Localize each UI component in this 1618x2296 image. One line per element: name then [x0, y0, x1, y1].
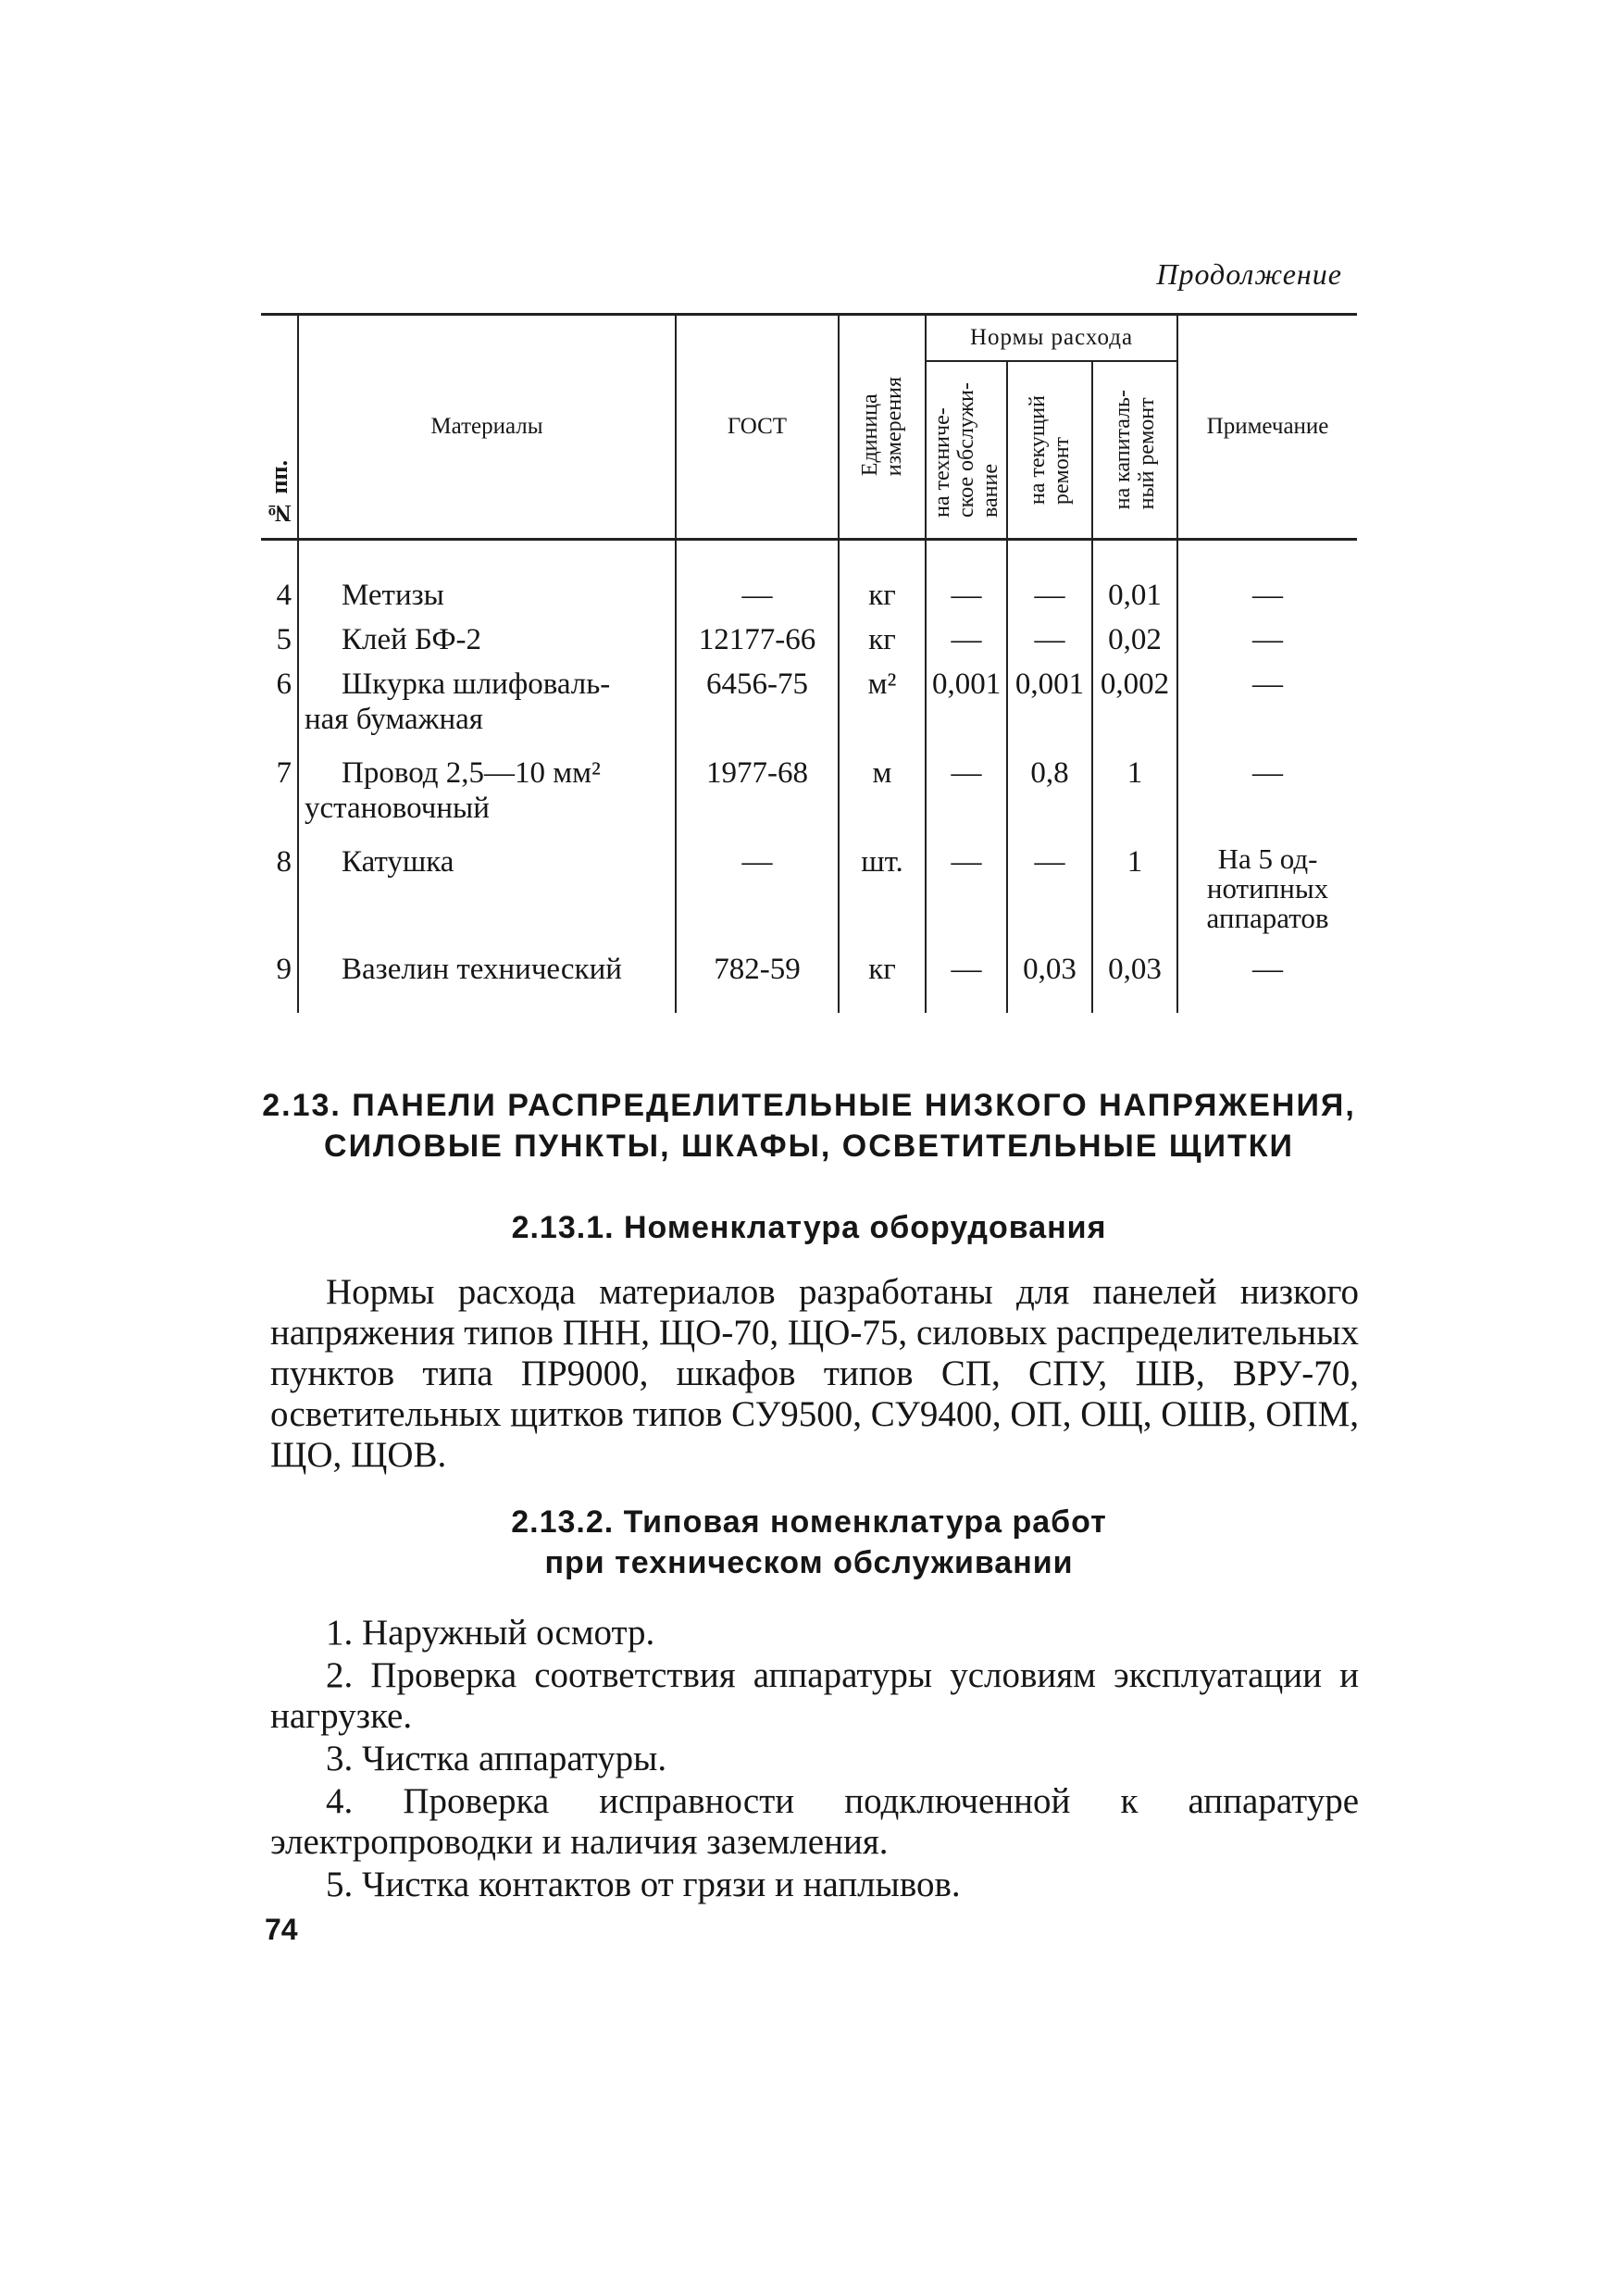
row-norm-maintenance: — [926, 942, 1007, 1013]
subsection-title-equipment: 2.13.1. Номенклатура оборудования [511, 1210, 1107, 1245]
row-unit: кг [839, 540, 926, 614]
row-gost: 12177-66 [676, 613, 839, 657]
continuation-label: Продолжение [1156, 257, 1342, 291]
row-norm-current: — [1007, 540, 1092, 614]
header-norm-current-repair: на текущий ремонт [1007, 361, 1092, 540]
row-note: На 5 од- нотипных аппаратов [1177, 835, 1357, 942]
section-title-line1: 2.13. ПАНЕЛИ РАСПРЕДЕЛИТЕЛЬНЫЕ НИЗКОГО НАПРЯЖЕНИЯ, [262, 1088, 1356, 1123]
table-row [261, 942, 1357, 1013]
list-item: 5. Чистка контактов от грязи и наплывов. [326, 1865, 961, 1904]
row-norm-current: — [1007, 613, 1092, 657]
row-note: — [1177, 746, 1357, 835]
row-norm-maintenance: — [926, 746, 1007, 835]
row-number: 7 [276, 756, 292, 790]
list-item: 4. Проверка исправности подключенной к аппаратуре электропроводки и наличия заземления. [270, 1781, 1359, 1862]
row-norm-maintenance: 0,001 [926, 657, 1007, 746]
row-norm-current: 0,03 [1007, 942, 1092, 1013]
row-unit: м² [839, 657, 926, 746]
header-note: Примечание [1177, 315, 1357, 540]
row-number: 5 [276, 623, 292, 656]
header-materials: Материалы [298, 315, 676, 540]
row-unit: кг [839, 613, 926, 657]
row-norm-current: 0,8 [1007, 746, 1092, 835]
row-norm-capital: 0,02 [1092, 613, 1177, 657]
row-material: Метизы [298, 540, 676, 614]
materials-table [261, 313, 1357, 1013]
table-row [261, 613, 1357, 657]
row-note: — [1177, 613, 1357, 657]
row-note: — [1177, 942, 1357, 1013]
header-norms-group: Нормы расхода [926, 315, 1177, 362]
row-material-continuation: установочный [305, 792, 490, 825]
row-gost: 1977-68 [676, 746, 839, 835]
row-material: Катушка [298, 835, 676, 942]
row-note: — [1177, 540, 1357, 614]
row-gost: 6456-75 [676, 657, 839, 746]
list-item: 3. Чистка аппаратуры. [326, 1739, 667, 1778]
row-number: 8 [276, 845, 292, 879]
table-row [261, 540, 1357, 614]
row-norm-current: — [1007, 835, 1092, 942]
row-unit: кг [839, 942, 926, 1013]
row-note: — [1177, 657, 1357, 746]
header-norm-maintenance: на техниче- ское обслужи- вание [926, 361, 1007, 540]
header-number: № пп. [261, 315, 298, 540]
row-norm-capital: 0,01 [1092, 540, 1177, 614]
header-gost: ГОСТ [676, 315, 839, 540]
list-item: 2. Проверка соответствия аппаратуры условиям эксплуатации и нагрузке. [270, 1655, 1359, 1736]
subsection-title-works [261, 1502, 1357, 1583]
row-norm-capital: 0,002 [1092, 657, 1177, 746]
section-title [261, 1085, 1357, 1167]
row-material-continuation: ная бумажная [305, 703, 483, 736]
list-item: 1. Наружный осмотр. [326, 1613, 655, 1653]
row-norm-maintenance: — [926, 540, 1007, 614]
subsection-title-works-line2: при техническом обслуживании [544, 1545, 1074, 1580]
row-unit: м [839, 746, 926, 835]
table-row [261, 746, 1357, 835]
subsection-title-works-line1: 2.13.2. Типовая номенклатура работ [511, 1504, 1107, 1540]
row-norm-maintenance: — [926, 613, 1007, 657]
equipment-paragraph: Нормы расхода материалов разработаны для панелей низкого напряжения типов ПНН, ЩО-70, ЩО-75, силовых распределительных пунктов типа ПР9000, шкафов типов СП, СПУ, ШВ, ВРУ-70, осветительных щитков типов СУ9500, СУ9400, ОП, ОЩ, ОШВ, ОПМ, ЩО, ЩОВ. [270, 1272, 1359, 1475]
row-number: 6 [276, 668, 292, 701]
row-material: Вазелин технический [298, 942, 676, 1013]
row-norm-capital: 1 [1092, 746, 1177, 835]
row-material: Провод 2,5—10 мм² установочный [298, 746, 676, 835]
row-gost: — [676, 835, 839, 942]
page-number: 74 [265, 1913, 298, 1946]
row-number: 9 [276, 953, 292, 986]
section-title-line2: СИЛОВЫЕ ПУНКТЫ, ШКАФЫ, ОСВЕТИТЕЛЬНЫЕ ЩИТКИ [324, 1129, 1294, 1164]
table-row [261, 835, 1357, 942]
row-material: Клей БФ-2 [298, 613, 676, 657]
row-norm-capital: 0,03 [1092, 942, 1177, 1013]
row-material: Шкурка шлифоваль- ная бумажная [298, 657, 676, 746]
header-unit: Единица измерения [839, 315, 926, 540]
row-unit: шт. [839, 835, 926, 942]
row-norm-current: 0,001 [1007, 657, 1092, 746]
row-norm-capital: 1 [1092, 835, 1177, 942]
header-norm-capital-repair: на капиталь- ный ремонт [1092, 361, 1177, 540]
row-gost: — [676, 540, 839, 614]
works-list [270, 1613, 1359, 1907]
table-row [261, 657, 1357, 746]
row-number: 4 [276, 579, 292, 612]
row-norm-maintenance: — [926, 835, 1007, 942]
row-gost: 782-59 [676, 942, 839, 1013]
